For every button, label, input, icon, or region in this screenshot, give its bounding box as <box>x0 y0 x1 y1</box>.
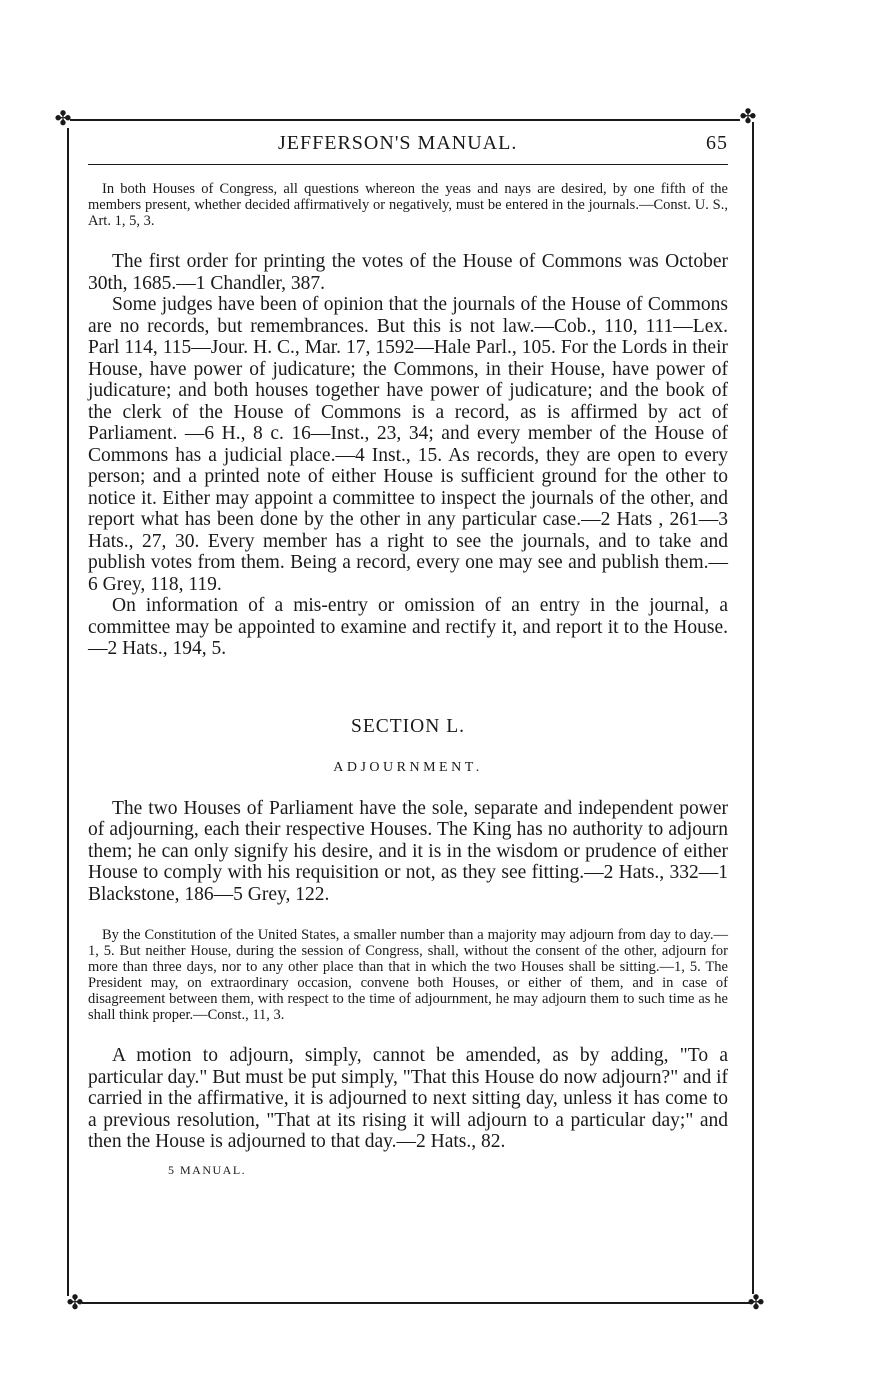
corner-ornament-icon: ✤ <box>54 108 72 130</box>
page-title: JEFFERSON'S MANUAL. <box>278 132 518 154</box>
paragraph-first-order: The first order for printing the votes of the House of Commons was October 30th, 1685.—1 Chandler, 387. <box>88 251 728 294</box>
border-bottom-line <box>82 1302 752 1304</box>
corner-ornament-icon: ✤ <box>739 106 757 128</box>
paragraph-motion-adjourn: A motion to adjourn, simply, cannot be amended, as by adding, "To a particular day." But must be put simply, "That this House do now adjourn?" and if carried in the affirmative, it is adjourned to next sitting day, unless it has come to a previous resolution, "That at its rising it will adjourn to a particular day;" and then the House is adjourned to that day.—2 Hats., 82. <box>88 1045 728 1152</box>
border-right-line <box>752 122 754 1294</box>
running-head <box>88 132 728 165</box>
page-content <box>88 132 728 1178</box>
border-left-line <box>67 128 69 1296</box>
paragraph-mis-entry: On information of a mis-entry or omission of an entry in the journal, a committee may be appointed to examine and rectify it, and report it to the House.—2 Hats., 194, 5. <box>88 595 728 659</box>
corner-ornament-icon: ✤ <box>66 1292 84 1314</box>
section-heading: SECTION L. <box>351 715 465 737</box>
footnote-congress-journals: In both Houses of Congress, all questions whereon the yeas and nays are desired, by one fifth of the members present, whether decided affirmatively or negatively, must be entered in the journals.—Const. U. S., Art. 1, 5, 3. <box>88 181 728 229</box>
signature-mark: 5 MANUAL. <box>168 1162 247 1177</box>
section-subtitle: ADJOURNMENT. <box>333 759 483 775</box>
paragraph-two-houses: The two Houses of Parliament have the sole, separate and independent power of adjourning, each their respective Houses. The King has no authority to adjourn them; he can only signify his desire, and it is in the wisdom or prudence of either House to comply with his requisition or not, as they see fitting.—2 Hats., 332—1 Blackstone, 186—5 Grey, 122. <box>88 797 728 905</box>
footnote-constitution-adjourn: By the Constitution of the United States, a smaller number than a majority may adjourn from day to day.—1, 5. But neither House, during the session of Congress, shall, without the consent of the other, adjourn for more than three days, nor to any other place than that in which the two Houses shall be sitting.—1, 5. The President may, on extraordinary occasion, convene both Houses, or either of them, and in case of disagreement between them, with respect to the time of adjournment, he may adjourn them to such time as he shall think proper.—Const., 11, 3. <box>88 927 728 1023</box>
paragraph-some-judges: Some judges have been of opinion that the journals of the House of Commons are no records, but remembrances. But this is not law.—Cob., 110, 111—Lex. Parl 114, 115—Jour. H. C., Mar. 17, 1592—Hale Parl., 105. For the Lords in their House, have power of judicature; the Commons, in their House, have power of judicature; and both houses together have power of judicature; and the book of the clerk of the House of Commons is a record, as is affirmed by act of Parliament. —6 H., 8 c. 16—Inst., 23, 34; and every member of the House of Commons has a judicial place.—4 Inst., 15. As records, they are open to every person; and a printed note of either House is sufficient ground for the other to notice it. Either may appoint a committee to inspect the journals of the other, and report what has been done by the other in any particular case.—2 Hats , 261—3 Hats., 27, 30. Every member has a right to see the journals, and to take and publish votes from them. Being a record, every one may see and publish them.—6 Grey, 118, 119. <box>88 294 728 595</box>
page-number: 65 <box>706 132 728 154</box>
corner-ornament-icon: ✤ <box>747 1292 765 1314</box>
border-top-line <box>70 119 740 121</box>
